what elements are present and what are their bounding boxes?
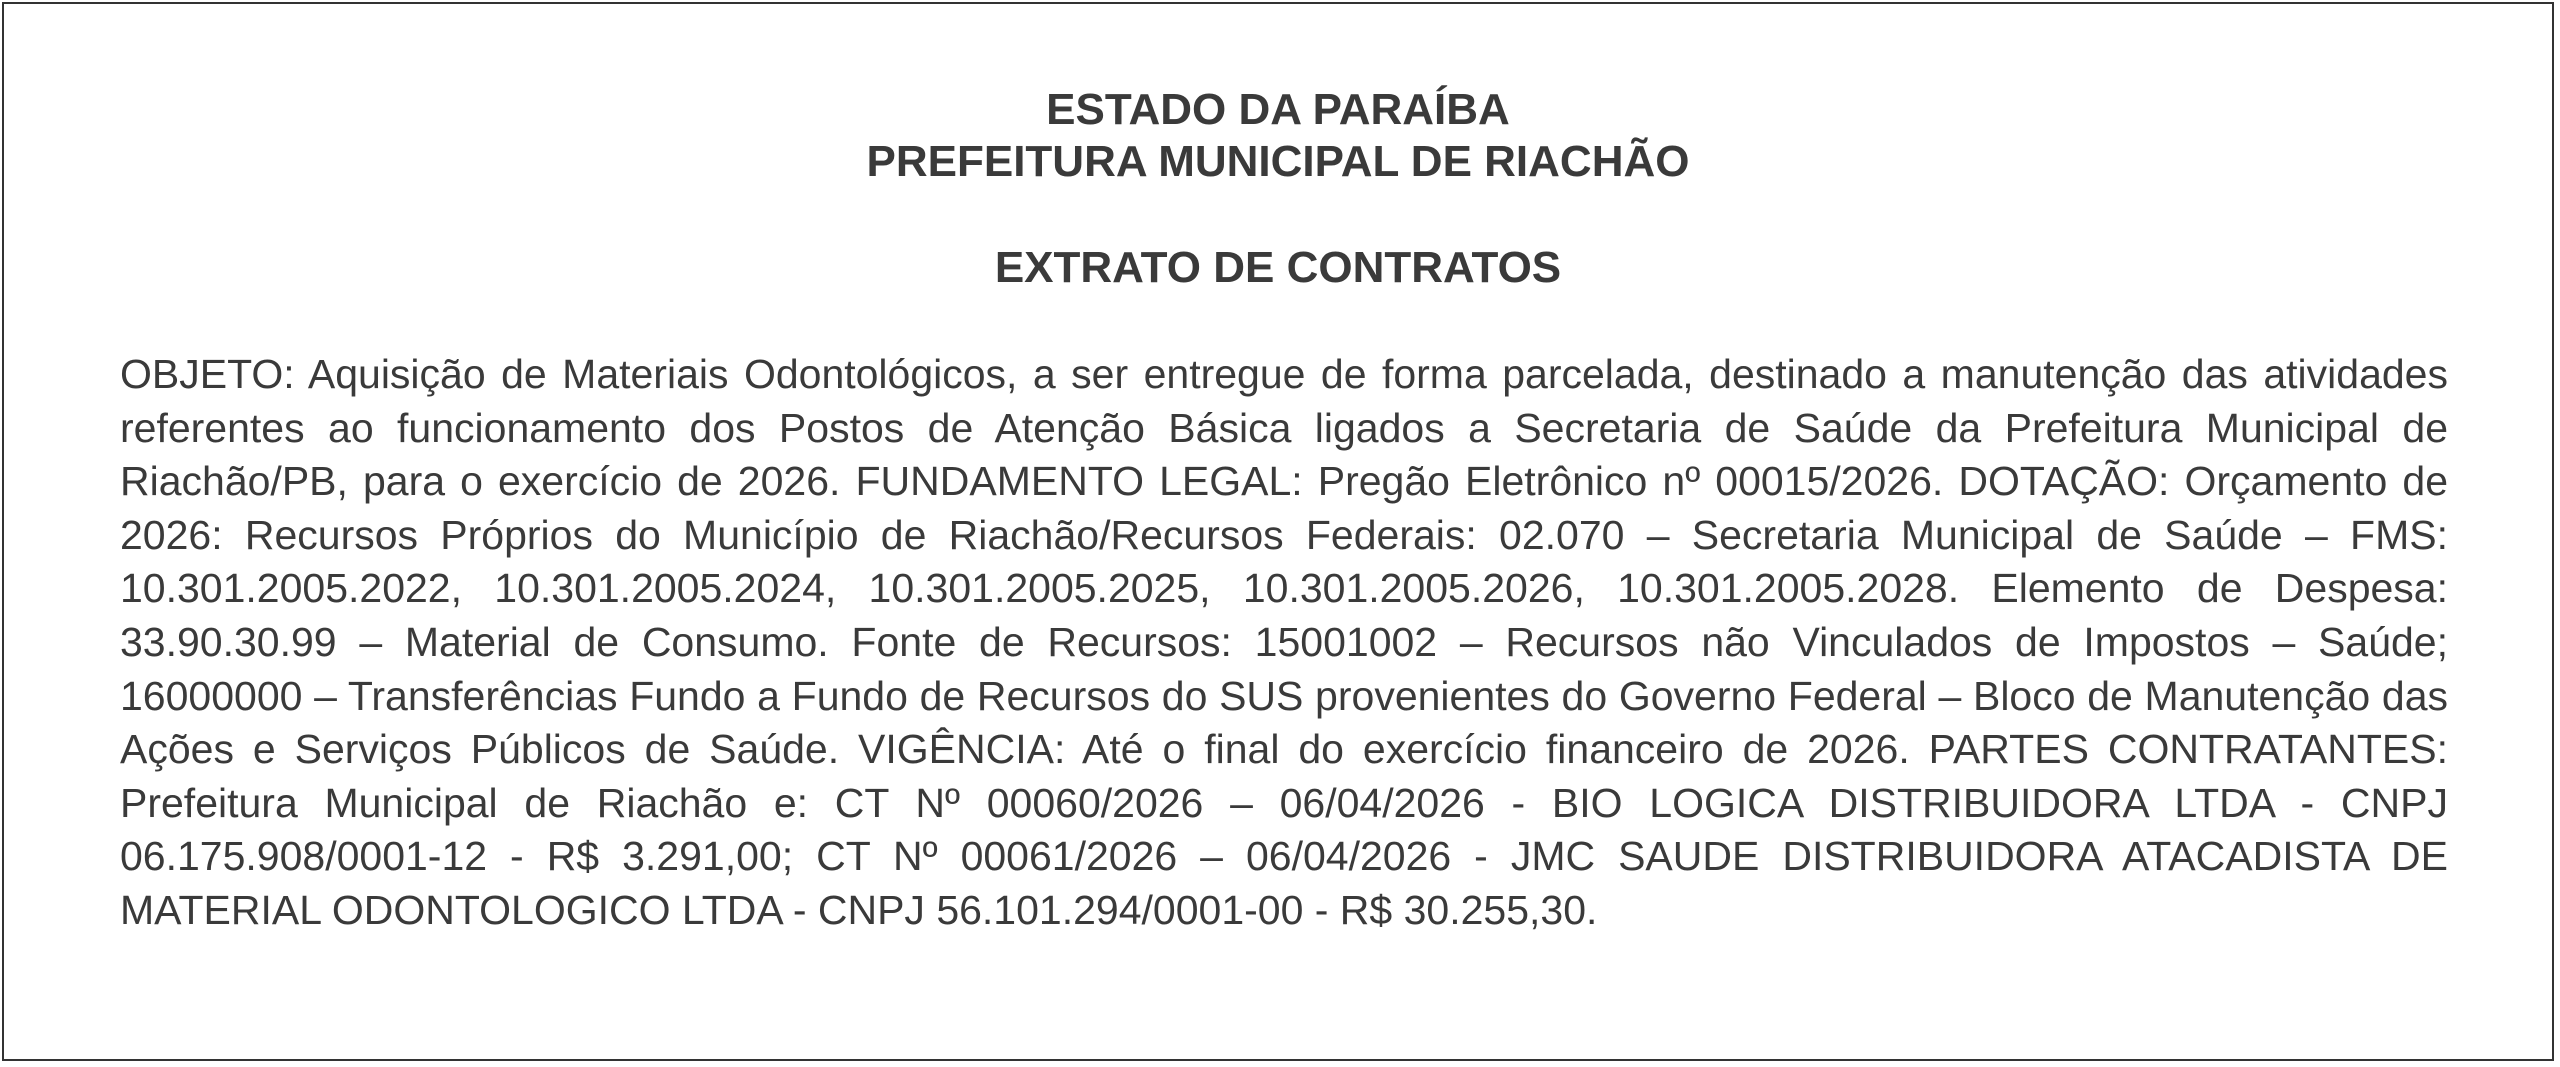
municipality-heading: PREFEITURA MUNICIPAL DE RIACHÃO [866,137,1690,186]
contract-extract-body: OBJETO: Aquisição de Materiais Odontológicos, a ser entregue de forma parcelada, destinado a manutenção das atividades referentes ao funcionamento dos Postos de Atenção Básica ligados a Secretaria de Saúde da Prefeitura Municipal de Riachão/PB, para o exercício de 2026. FUNDAMENTO LEGAL: Pregão Eletrônico nº 00015/2026. DOTAÇÃO: Orçamento de 2026: Recursos Próprios do Município de Riachão/Recursos Federais: 02.070 – Secretaria Municipal de Saúde – FMS: 10.301.2005.2022, 10.301.2005.2024, 10.301.2005.2025, 10.301.2005.2026, 10.301.2005.2028. Elemento de Despesa: 33.90.30.99 – Material de Consumo. Fonte de Recursos: 15001002 – Recursos não Vinculados de Impostos – Saúde; 16000000 – Transferências Fundo a Fundo de Recursos do SUS provenientes do Governo Federal – Bloco de Manutenção das Ações e Serviços Públicos de Saúde. VIGÊNCIA: Até o final do exercício financeiro de 2026. PARTES CONTRATANTES: Prefeitura Municipal de Riachão e: CT Nº 00060/2026 – 06/04/2026 - BIO LOGICA DISTRIBUIDORA LTDA - CNPJ 06.175.908/0001-12 - R$ 3.291,00; CT Nº 00061/2026 – 06/04/2026 - JMC SAUDE DISTRIBUIDORA ATACADISTA DE MATERIAL ODONTOLOGICO LTDA - CNPJ 56.101.294/0001-00 - R$ 30.255,30. [120,351,2448,933]
notice-header [4,84,2552,188]
state-heading: ESTADO DA PARAÍBA [1046,85,1510,134]
document-title: EXTRATO DE CONTRATOS [994,243,1562,292]
notice-frame [2,2,2554,1061]
